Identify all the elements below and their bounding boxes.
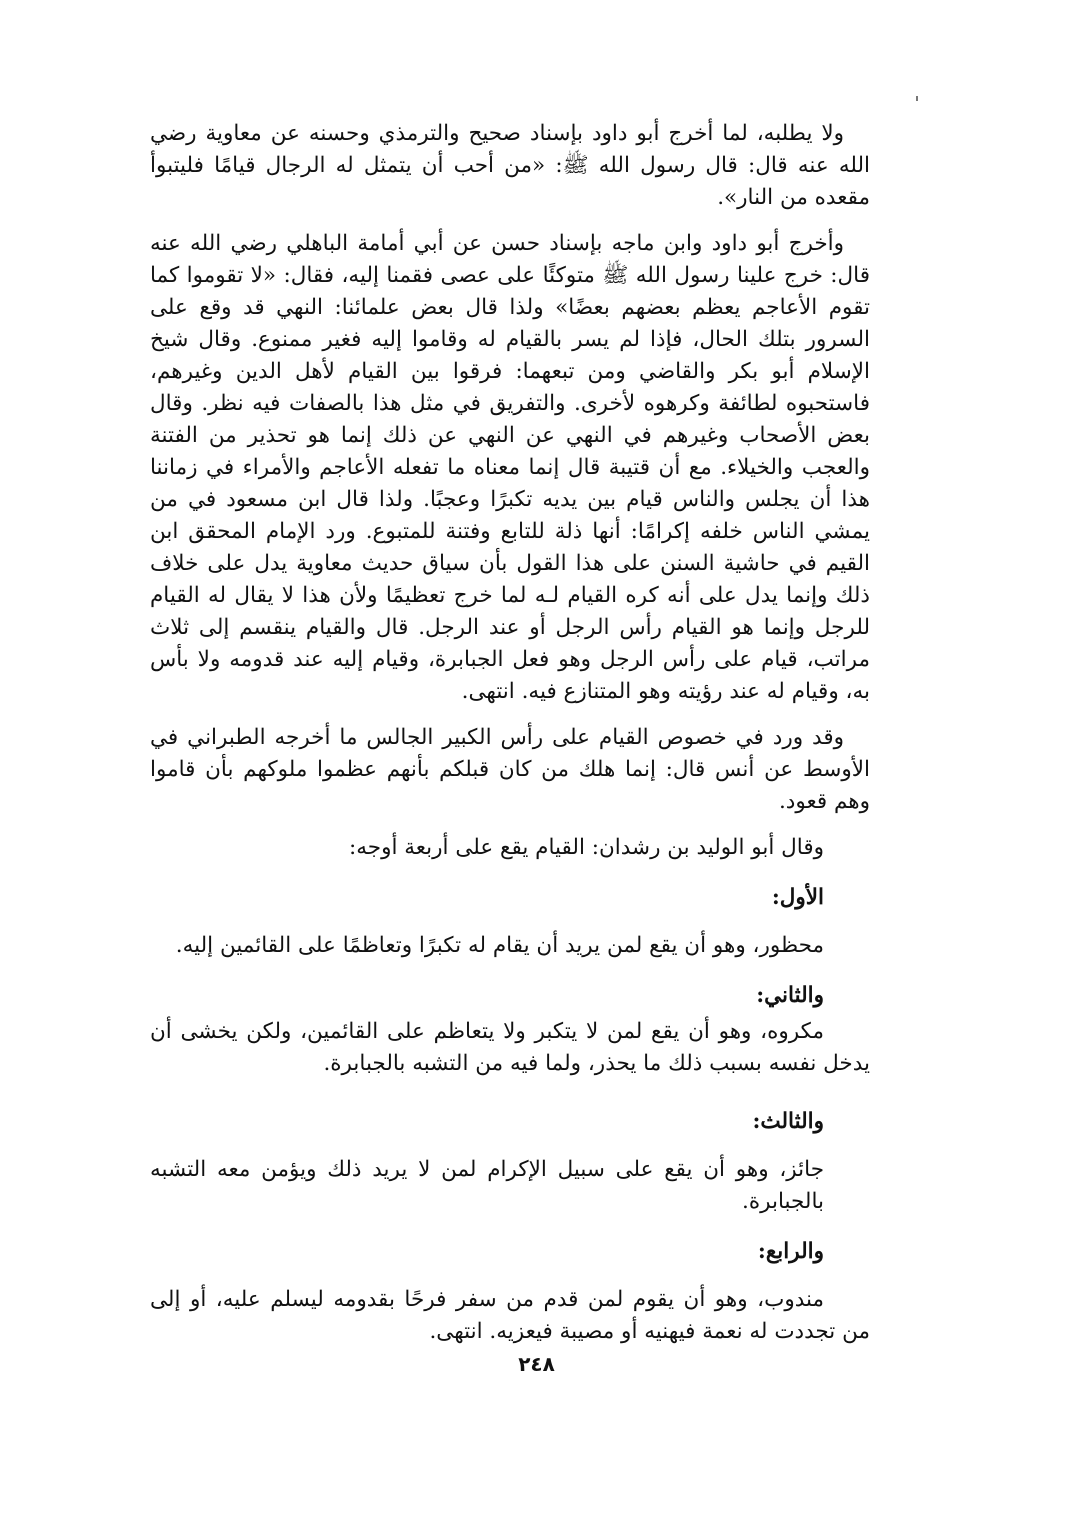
heading-third: والثالث: — [752, 1109, 824, 1134]
scan-speck — [916, 96, 918, 101]
page-number: ٢٤٨ — [518, 1352, 555, 1376]
heading-fourth: والرابع: — [757, 1239, 824, 1264]
text-second: مكروه، وهو أن يقع لمن لا يتكبر ولا يتعاظم على القائمين، ولكن يخشى أن يدخل نفسه بسبب ذلك ما يحذر، ولما فيه من التشبه بالجبابرة. — [150, 1019, 870, 1076]
paragraph-3: وقد ورد في خصوص القيام على رأس الكبير الجالس ما أخرجه الطبراني في الأوسط عن أنس قال: إنما هلك من كان قبلكم بأنهم عظموا ملوكهم بأن قاموا وهم قعود. — [150, 725, 870, 814]
page-body — [150, 118, 870, 1362]
heading-first: الأول: — [771, 885, 824, 910]
text-fourth: مندوب، وهو أن يقوم لمن قدم من سفر فرحًا بقدومه ليسلم عليه، أو إلى من تجددت له نعمة فيهنيه أو مصيبة فيعزيه. انتهى. — [150, 1287, 870, 1344]
text-first: محظور، وهو أن يقع لمن يريد أن يقام له تكبرًا وتعاظمًا على القائمين إليه. — [175, 933, 824, 958]
heading-second: والثاني: — [756, 983, 824, 1008]
text-third: جائز، وهو أن يقع على سبيل الإكرام لمن لا يريد ذلك ويؤمن معه التشبه بالجبابرة. — [150, 1157, 824, 1214]
paragraph-1: ولا يطلبه، لما أخرج أبو داود بإسناد صحيح والترمذي وحسنه عن معاوية رضي الله عنه قال: قال رسول الله ﷺ: «من أحب أن يتمثل له الرجال قيامًا فليتبوأ مقعده من النار». — [150, 121, 870, 210]
paragraph-2: وأخرج أبو داود وابن ماجه بإسناد حسن عن أبي أمامة الباهلي رضي الله عنه قال: خرج علينا رسول الله ﷺ متوكئًا على عصى فقمنا إليه، فقال: «لا تقوموا كما تقوم الأعاجم يعظم بعضهم بعضًا» ولذا قال بعض علمائنا: النهي قد وقع على السرور بتلك الحال، فإذا لم يسر بالقيام له وقاموا إليه فغير ممنوع. وقال شيخ الإسلام أبو بكر والقاضي ومن تبعهما: فرقوا بين القيام لأهل الدين وغيرهم، فاستحبوه لطائفة وكرهوه لأخرى. والتفريق في مثل هذا بالصفات فيه نظر. وقال بعض الأصحاب وغيرهم في النهي عن النهي عن ذلك إنما هو تحذير من الفتنة والعجب والخيلاء. مع أن قتيبة قال إنما معناه ما تفعله الأعاجم والأمراء في زماننا هذا أن يجلس والناس قيام بين يديه تكبرًا وعجبًا. ولذا قال ابن مسعود في من يمشي الناس خلفه إكرامًا: أنها ذلة للتابع وفتنة للمتبوع. ورد الإمام المحقق ابن القيم في حاشية السنن على هذا القول بأن سياق حديث معاوية يدل على خلاف ذلك وإنما يدل على أنه كره القيام لـه لما خرج تعظيمًا ولأن هذا لا يقال له القيام للرجل وإنما هو القيام رأس الرجل أو عند الرجل. قال والقيام ينقسم إلى ثلاث مراتب، قيام على رأس الرجل وهو فعل الجبابرة، وقيام إليه عند قدومه ولا بأس به، وقيام له عند رؤيته وهو المتنازع فيه. انتهى. — [150, 231, 870, 704]
intro-line: وقال أبو الوليد بن رشدان: القيام يقع على أربعة أوجه: — [349, 835, 824, 860]
